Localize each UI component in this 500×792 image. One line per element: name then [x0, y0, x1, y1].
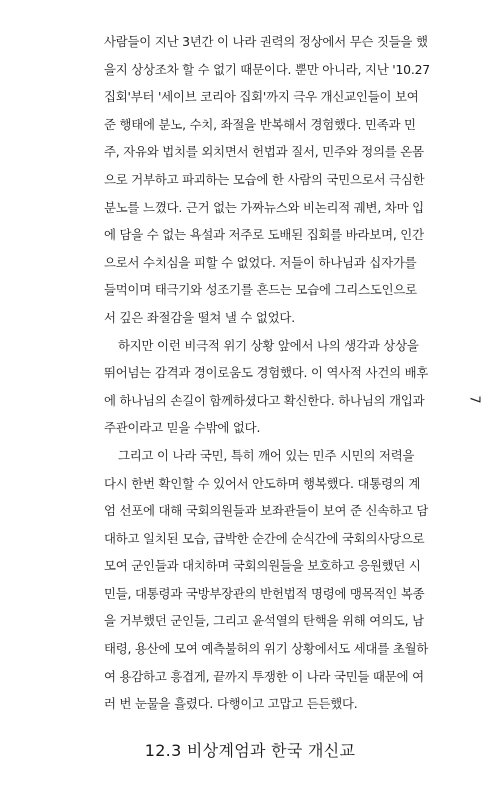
text-line: 에 담을 수 없는 욕설과 저주로 도배된 집회를 바라보며, 인간: [104, 227, 424, 243]
text-line: 대하고 일치된 모습, 급박한 순간에 순식간에 국회의사당으로: [104, 530, 425, 546]
text-line: 그리고 이 나라 국민, 특히 깨어 있는 민주 시민의 저력을: [118, 447, 415, 463]
text-line: 주관이라고 믿을 수밖에 없다.: [104, 420, 261, 436]
paragraph: [104, 442, 439, 718]
text-line: 으로 거부하고 파괴하는 모습에 한 사람의 국민으로서 극심한: [104, 171, 425, 187]
text-line: 을 거부했던 군인들, 그리고 윤석열의 탄핵을 위해 여의도, 남: [104, 613, 424, 629]
text-line: 민들, 대통령과 국방부장관의 반헌법적 명령에 맹목적인 복종: [104, 585, 425, 601]
text-line: 준 행태에 분노, 수치, 좌절을 반복해서 경험했다. 민족과 민: [104, 116, 416, 132]
text-line: 사람들이 지난 3년간 이 나라 권력의 정상에서 무슨 짓들을 했: [104, 34, 428, 49]
text-line: 태령, 용산에 모여 예측불허의 위기 상황에서도 세대를 초월하: [104, 641, 429, 657]
text-line: 주, 자유와 법치를 외치면서 헌법과 질서, 민주와 정의를 온몸: [104, 144, 424, 160]
body-text: [104, 28, 439, 718]
paragraph: [104, 28, 439, 332]
paragraph: [104, 332, 439, 442]
text-line: 분노를 느꼈다. 근거 없는 가짜뉴스와 비논리적 궤변, 차마 입: [104, 199, 424, 215]
text-line: 엄 선포에 대해 국회의원들과 보좌관들이 보여 준 신속하고 담: [104, 503, 429, 519]
text-line: 뛰어넘는 감격과 경이로움도 경험했다. 이 역사적 사건의 배후: [104, 365, 429, 381]
text-line: 러 번 눈물을 흘렸다. 다행이고 고맙고 든든했다.: [104, 696, 358, 712]
text-line: 들먹이며 태극기와 성조기를 흔드는 모습에 그리스도인으로: [104, 282, 417, 298]
text-line: 하지만 이런 비극적 위기 상황 앞에서 나의 생각과 상상을: [118, 337, 419, 353]
text-line: 여 용감하고 흥겹게, 끝까지 투쟁한 이 나라 국민들 때문에 여: [104, 668, 424, 684]
text-line: 에 하나님의 손길이 함께하셨다고 확신한다. 하나님의 개입과: [104, 392, 425, 408]
text-line: 을지 상상조차 할 수 없기 때문이다. 뿐만 아니라, 지난 '10.27: [104, 61, 430, 77]
page-number: 7: [466, 395, 482, 404]
text-line: 서 깊은 좌절감을 떨쳐 낼 수 없었다.: [104, 309, 295, 325]
text-line: 모여 군인들과 대치하며 국회의원들을 보호하고 응원했던 시: [104, 558, 421, 574]
section-title: 12.3 비상계엄과 한국 개신교: [144, 741, 356, 760]
text-line: 집회'부터 '세이브 코리아 집회'까지 극우 개신교인들이 보여: [104, 89, 419, 105]
text-line: 으로서 수치심을 피할 수 없었다. 저들이 하나님과 십자가를: [104, 254, 417, 270]
text-line: 다시 한번 확인할 수 있어서 안도하며 행복했다. 대통령의 계: [104, 475, 421, 491]
